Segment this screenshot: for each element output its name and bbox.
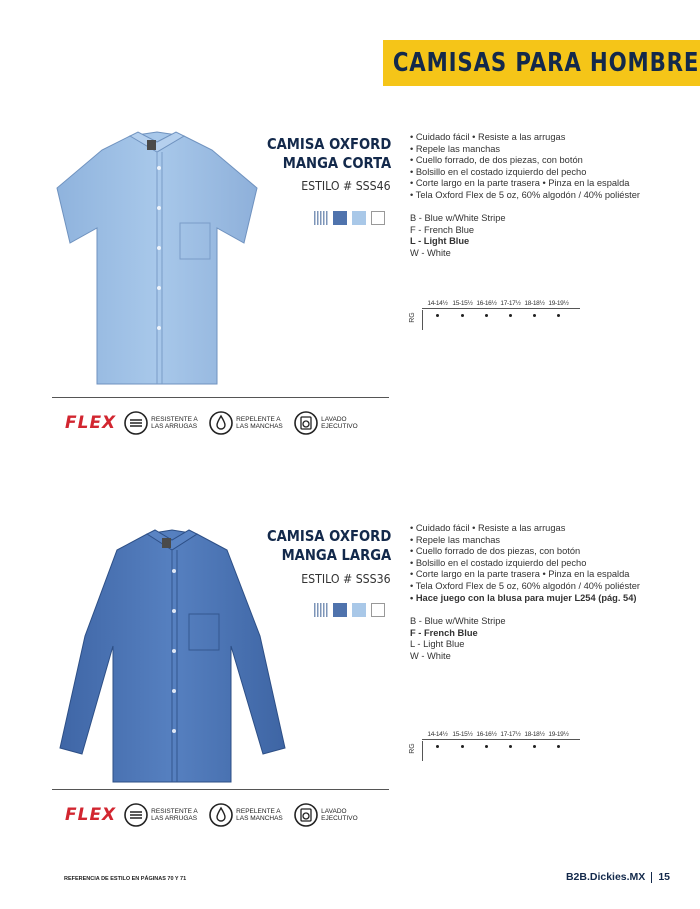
feature-item: • Bolsillo en el costado izquierdo del pecho	[410, 167, 640, 179]
swatch-white	[371, 211, 385, 225]
divider	[52, 397, 389, 398]
color-item-selected: F - French Blue	[410, 627, 478, 638]
color-item: L - Light Blue	[410, 639, 465, 650]
feature-item: • Cuello forrado de dos piezas, con botón	[410, 546, 640, 558]
page-footer	[566, 871, 670, 883]
feature-item: • Repele las manchas	[410, 144, 640, 156]
size-cell: 16-16½	[474, 300, 499, 307]
size-cell: 18-18½	[522, 300, 547, 307]
divider	[52, 789, 389, 790]
website-link[interactable]: B2B.Dickies.MX	[565, 871, 646, 883]
color-swatches	[314, 211, 385, 225]
swatch-blue-stripe	[314, 211, 328, 225]
feature-list	[410, 132, 640, 202]
swatch-blue-stripe	[314, 603, 328, 617]
long-sleeve-shirt-image	[55, 526, 290, 788]
feature-item: • Cuello forrado, de dos piezas, con botón	[410, 155, 640, 167]
section-title: CAMISAS PARA HOMBRE	[392, 48, 700, 78]
swatch-light-blue	[352, 211, 366, 225]
short-sleeve-shirt-image	[52, 128, 262, 390]
wrinkle-icon	[124, 411, 148, 435]
size-cell: 18-18½	[522, 731, 547, 738]
color-list	[410, 213, 506, 259]
feature-item: • Cuidado fácil • Resiste a las arrugas	[410, 523, 640, 535]
swatch-french-blue	[333, 211, 347, 225]
executive-wash-badge: LAVADO EJECUTIVO	[294, 803, 369, 827]
page-number: 15	[658, 871, 670, 883]
section-banner	[383, 40, 700, 86]
product-title: CAMISA OXFORD MANGA CORTA	[266, 135, 391, 172]
feature-list	[410, 523, 640, 604]
feature-item: • Corte largo en la parte trasera • Pinza en la espalda	[410, 569, 640, 581]
drop-icon	[209, 803, 233, 827]
color-item: F - French Blue	[410, 224, 475, 235]
size-fit-label: RG	[410, 310, 423, 330]
executive-wash-badge: LAVADO EJECUTIVO	[294, 411, 369, 435]
flex-logo: FLEX	[65, 413, 117, 433]
drop-icon	[209, 411, 233, 435]
product-title: CAMISA OXFORD MANGA LARGA	[266, 527, 391, 564]
feature-item: • Bolsillo en el costado izquierdo del pecho	[410, 558, 640, 570]
color-swatches	[314, 603, 385, 617]
color-item: B - Blue w/White Stripe	[410, 213, 506, 223]
size-cell: 19-19½	[546, 731, 571, 738]
size-cell: 15-15½	[450, 731, 475, 738]
size-fit-label: RG	[410, 741, 423, 761]
washer-icon	[294, 411, 318, 435]
feature-item: • Tela Oxford Flex de 5 oz, 60% algodón / 40% poliéster	[410, 190, 640, 202]
wrinkle-resistant-badge: RESISTENTE A LAS ARRUGAS	[124, 803, 199, 827]
feature-item: • Tela Oxford Flex de 5 oz, 60% algodón / 40% poliéster	[410, 581, 640, 593]
feature-item: • Cuidado fácil • Resiste a las arrugas	[410, 132, 640, 144]
size-cell: 14-14½	[425, 300, 450, 307]
size-cell: 14-14½	[425, 731, 450, 738]
size-cell: 16-16½	[474, 731, 499, 738]
style-number: ESTILO # SSS46	[301, 178, 391, 193]
feature-item: • Corte largo en la parte trasera • Pinza en la espalda	[410, 178, 640, 190]
size-cell: 15-15½	[450, 300, 475, 307]
size-cell: 17-17½	[498, 731, 523, 738]
flex-logo: FLEX	[65, 805, 117, 825]
feature-item: • Repele las manchas	[410, 535, 640, 547]
swatch-french-blue	[333, 603, 347, 617]
color-item: W - White	[410, 247, 451, 258]
feature-item: • Hace juego con la blusa para mujer L254 (pág. 54)	[410, 593, 640, 605]
feature-badges	[65, 803, 379, 827]
color-item: W - White	[410, 650, 451, 661]
size-chart	[410, 731, 580, 761]
color-item-selected: L - Light Blue	[410, 236, 470, 247]
stain-repellent-badge: REPELENTE A LAS MANCHAS	[209, 803, 284, 827]
washer-icon	[294, 803, 318, 827]
size-chart	[410, 300, 580, 330]
wrinkle-resistant-badge: RESISTENTE A LAS ARRUGAS	[124, 411, 199, 435]
size-cell: 17-17½	[498, 300, 523, 307]
style-reference-note: REFERENCIA DE ESTILO EN PÁGINAS 70 Y 71	[64, 876, 187, 882]
color-item: B - Blue w/White Stripe	[410, 616, 506, 626]
swatch-white	[371, 603, 385, 617]
swatch-light-blue	[352, 603, 366, 617]
wrinkle-icon	[124, 803, 148, 827]
color-list	[410, 616, 506, 662]
style-number: ESTILO # SSS36	[301, 571, 391, 586]
size-cell: 19-19½	[546, 300, 571, 307]
feature-badges	[65, 411, 379, 435]
stain-repellent-badge: REPELENTE A LAS MANCHAS	[209, 411, 284, 435]
